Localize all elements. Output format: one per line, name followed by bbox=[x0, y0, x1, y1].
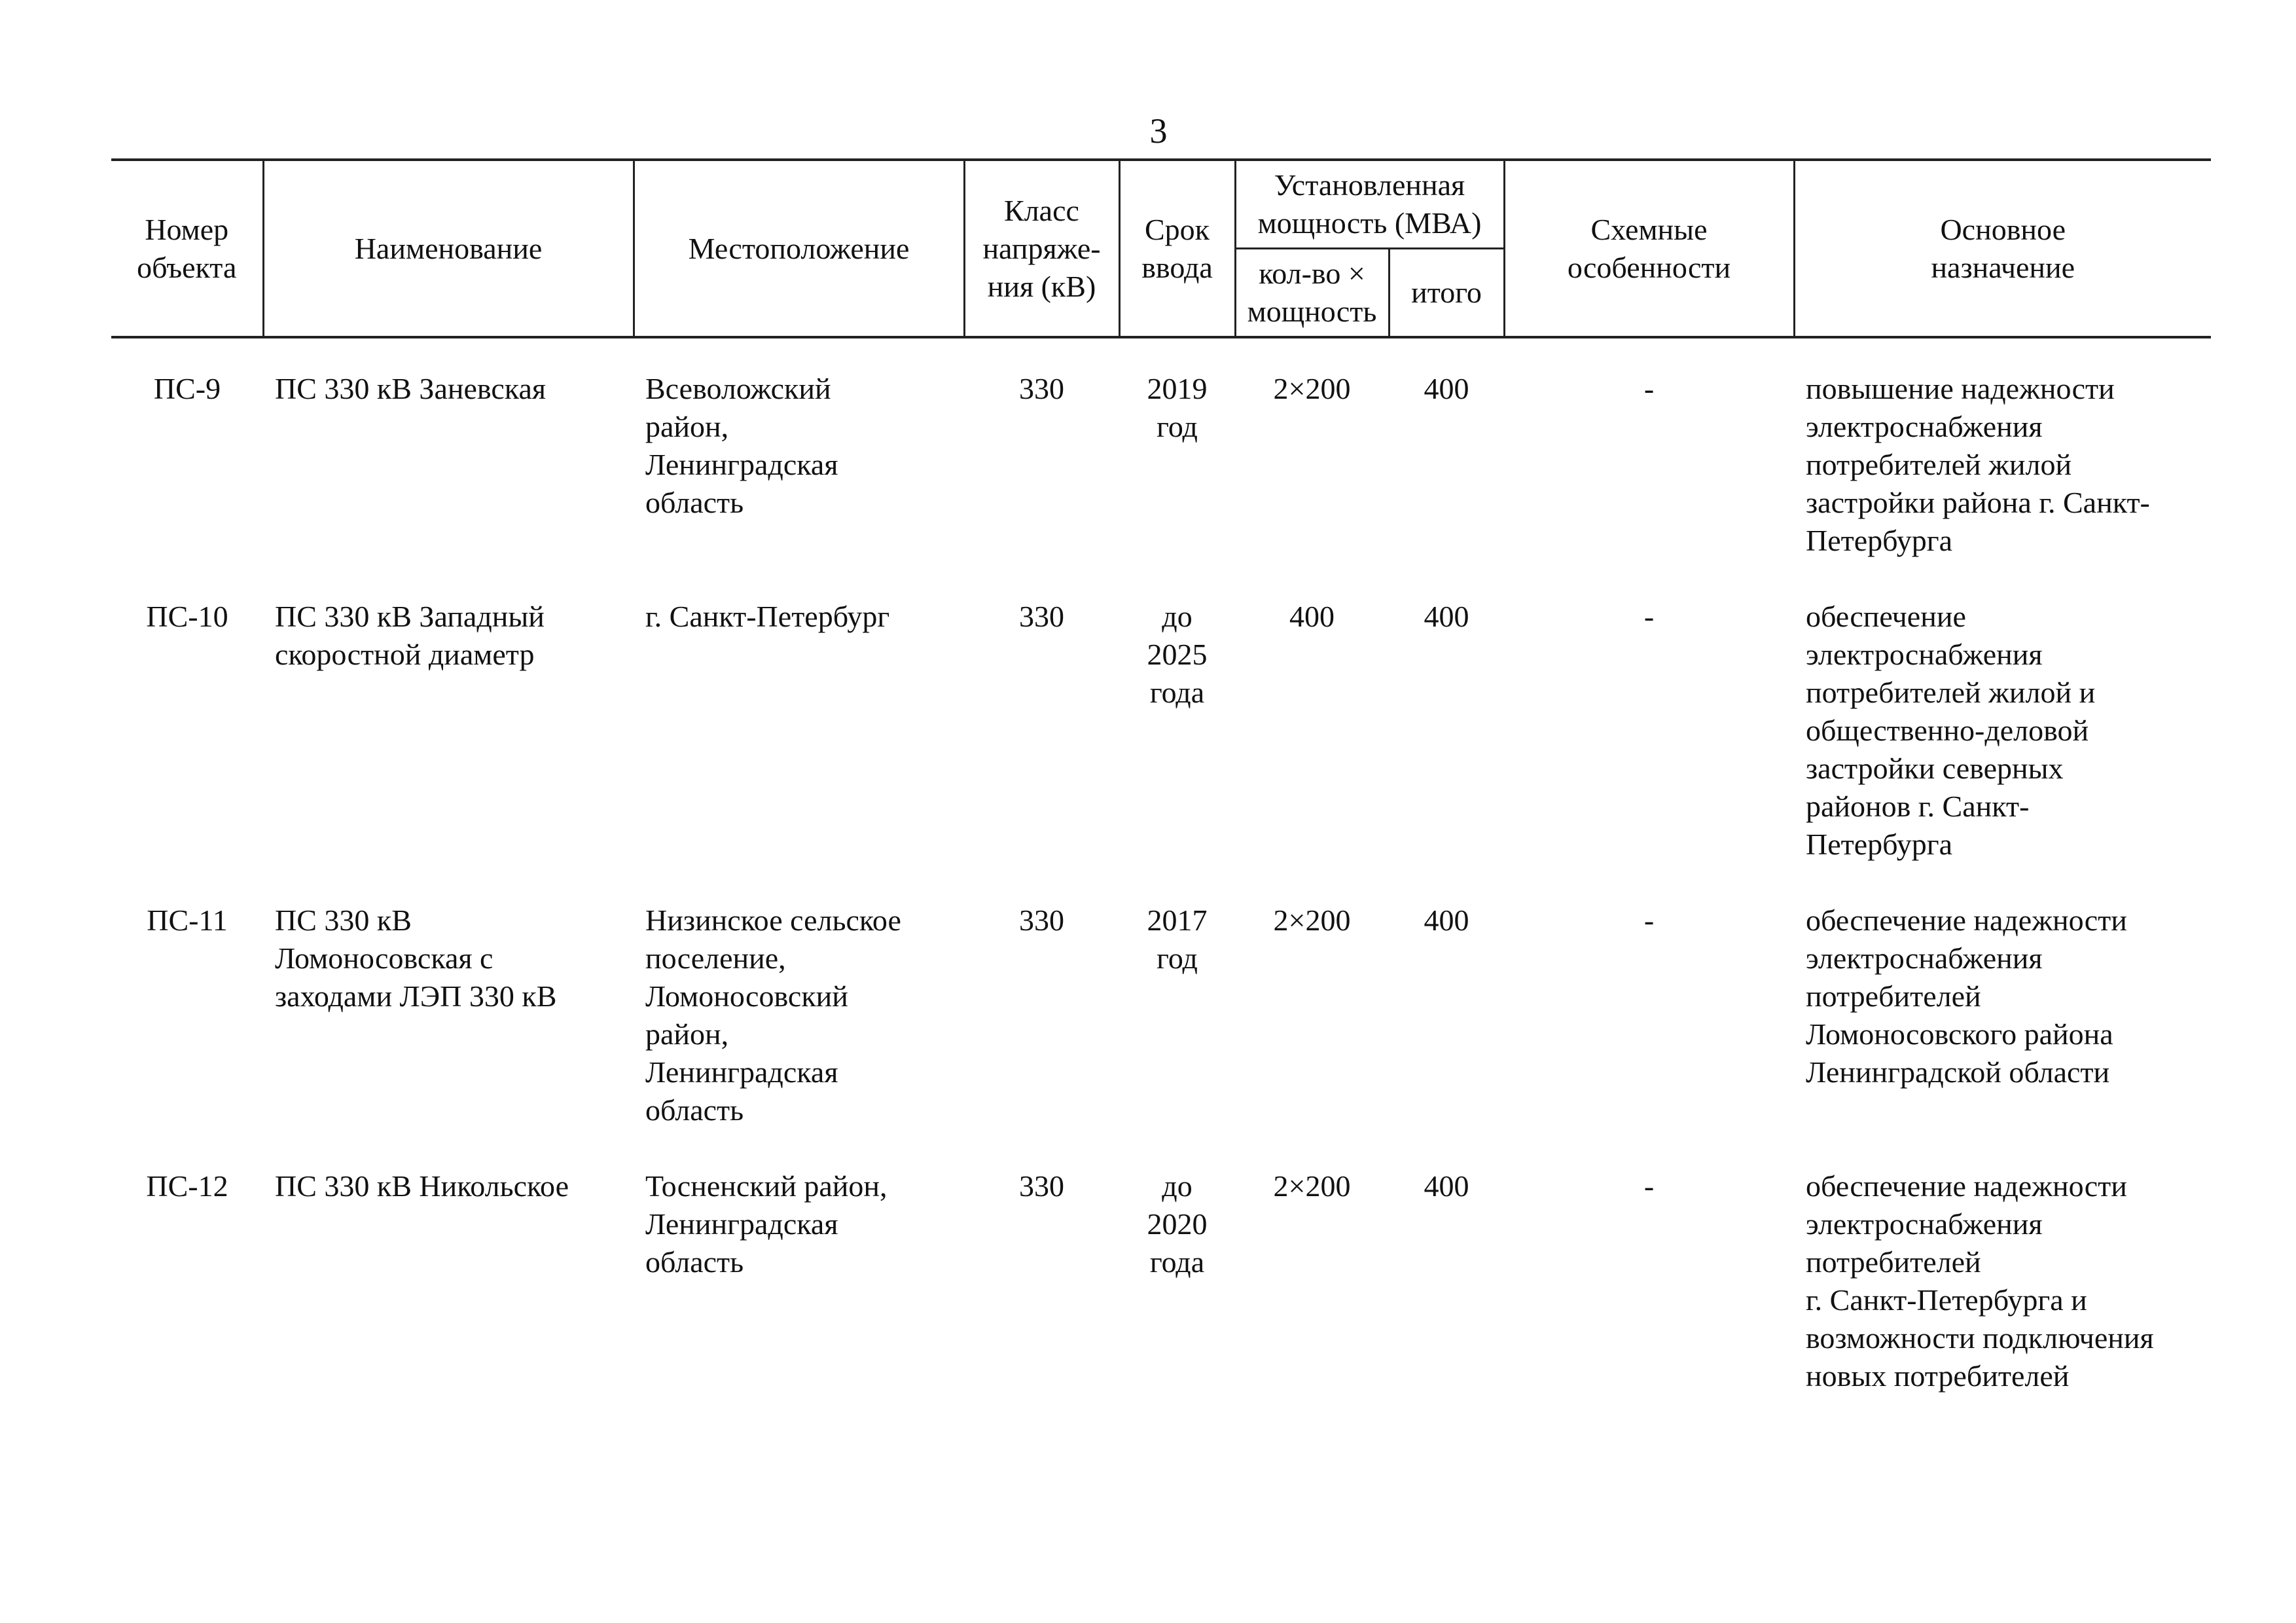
header-installed-capacity: Установленная мощность (МВА) bbox=[1235, 160, 1504, 249]
cell-qty-x-capacity: 400 bbox=[1289, 600, 1335, 633]
cell-number: ПС-10 bbox=[146, 600, 228, 633]
substations-table bbox=[111, 158, 2211, 1433]
cell-commission-date: 2017 год bbox=[1147, 903, 1208, 975]
table-row bbox=[111, 370, 2211, 598]
header-location: Местоположение bbox=[634, 160, 964, 337]
cell-total: 400 bbox=[1424, 372, 1469, 405]
cell-scheme-features: - bbox=[1643, 903, 1655, 937]
header-commission-date: Срок ввода bbox=[1119, 160, 1235, 337]
cell-name: ПС 330 кВ Западный скоростной диаметр bbox=[275, 600, 545, 671]
cell-main-purpose: обеспечение электроснабжения потребителей жилой и общественно-деловой застройки северных районов г. Санкт- Петербурга bbox=[1806, 600, 2096, 861]
header-qty-x-capacity: кол-во × мощность bbox=[1235, 249, 1389, 338]
cell-commission-date: до 2020 года bbox=[1147, 1169, 1208, 1279]
cell-qty-x-capacity: 2×200 bbox=[1273, 1169, 1351, 1203]
cell-voltage-class: 330 bbox=[1019, 1169, 1064, 1203]
cell-name: ПС 330 кВ Ломоносовская с заходами ЛЭП 330 кВ bbox=[275, 903, 557, 1013]
cell-voltage-class: 330 bbox=[1019, 903, 1064, 937]
cell-location: Всеволожский район, Ленинградская область bbox=[645, 372, 838, 519]
cell-commission-date: 2019 год bbox=[1147, 372, 1208, 443]
cell-voltage-class: 330 bbox=[1019, 372, 1064, 405]
table-row bbox=[111, 1167, 2211, 1433]
cell-scheme-features: - bbox=[1643, 1169, 1655, 1203]
cell-location: г. Санкт-Петербург bbox=[645, 600, 890, 633]
cell-number: ПС-11 bbox=[147, 903, 228, 937]
table-row bbox=[111, 598, 2211, 902]
header-voltage-class: Класс напряже- ния (кВ) bbox=[964, 160, 1119, 337]
cell-commission-date: до 2025 года bbox=[1147, 600, 1208, 709]
cell-location: Низинское сельское поселение, Ломоносовский район, Ленинградская область bbox=[645, 903, 901, 1127]
table-row bbox=[111, 902, 2211, 1167]
table-body bbox=[111, 337, 2211, 1433]
cell-main-purpose: повышение надежности электроснабжения потребителей жилой застройки района г. Санкт- Петербурга bbox=[1806, 372, 2150, 557]
table-header bbox=[111, 160, 2211, 337]
header-main-purpose: Основное назначение bbox=[1794, 160, 2211, 337]
cell-qty-x-capacity: 2×200 bbox=[1273, 903, 1351, 937]
cell-voltage-class: 330 bbox=[1019, 600, 1064, 633]
header-name: Наименование bbox=[263, 160, 634, 337]
cell-total: 400 bbox=[1424, 903, 1469, 937]
cell-main-purpose: обеспечение надежности электроснабжения потребителей г. Санкт-Петербурга и возможности подключения новых потребителей bbox=[1806, 1169, 2154, 1393]
cell-scheme-features: - bbox=[1643, 600, 1655, 633]
cell-number: ПС-9 bbox=[153, 372, 221, 405]
header-scheme-features: Схемные особенности bbox=[1504, 160, 1794, 337]
cell-name: ПС 330 кВ Заневская bbox=[275, 372, 547, 405]
cell-qty-x-capacity: 2×200 bbox=[1273, 372, 1351, 405]
page-number: 3 bbox=[1149, 111, 1168, 151]
cell-scheme-features: - bbox=[1643, 372, 1655, 405]
cell-total: 400 bbox=[1424, 600, 1469, 633]
cell-location: Тосненский район, Ленинградская область bbox=[645, 1169, 888, 1279]
cell-name: ПС 330 кВ Никольское bbox=[275, 1169, 569, 1203]
cell-number: ПС-12 bbox=[146, 1169, 228, 1203]
cell-main-purpose: обеспечение надежности электроснабжения потребителей Ломоносовского района Ленинградской области bbox=[1806, 903, 2127, 1089]
cell-total: 400 bbox=[1424, 1169, 1469, 1203]
header-total: итого bbox=[1389, 249, 1504, 338]
header-number: Номер объекта bbox=[111, 160, 263, 337]
